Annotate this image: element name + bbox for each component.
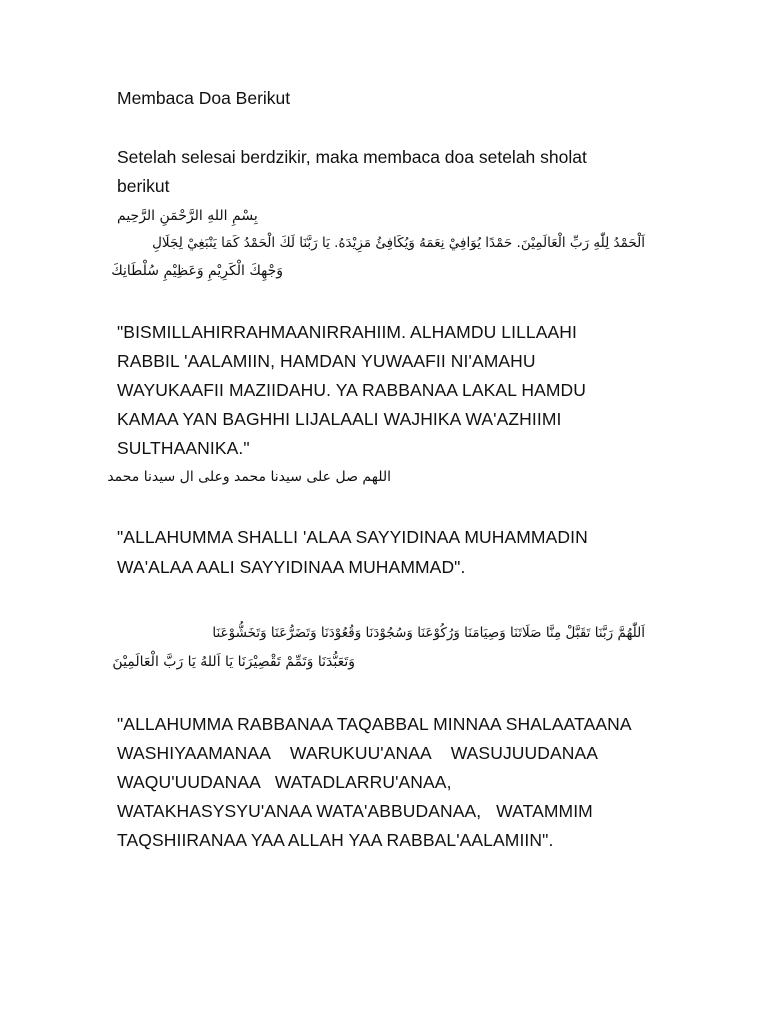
latin-2-line-2: WA'ALAA AALI SAYYIDINAA MUHAMMAD". xyxy=(117,557,466,577)
latin-1-line-3: WAYUKAAFII MAZIIDAHU. YA RABBANAA LAKAL HAMDU xyxy=(117,380,587,400)
latin-3-line-4: WATAKHASYSYU'ANAA WATA'ABBUDANAA, WATAMMIM xyxy=(117,801,593,821)
arabic-doa-line-1: اَللّٰهُمَّ رَبَّنَا تَقَبَّلْ مِنَّا صَلَاتَنَا وَصِيَامَنَا وَرُكُوْعَنَا وَسُجُوْدَنَا وَقُعُوْدَنَا وَتَضَرُّعَنَا وَتَخَشُّوْعَنَا xyxy=(212,625,645,641)
latin-3-line-5: TAQSHIIRANAA YAA ALLAH YAA RABBAL'AALAMIIN". xyxy=(117,830,554,850)
latin-2-line-1: "ALLAHUMMA SHALLI 'ALAA SAYYIDINAA MUHAMMADIN xyxy=(117,527,588,547)
latin-3-line-1: "ALLAHUMMA RABBANAA TAQABBAL MINNAA SHALAATAANA xyxy=(117,714,632,734)
arabic-doa-line-2: وَتَعَبُّدَنَا وَتَمِّمْ تَقْصِيْرَنَا يَا اَللهُ يَا رَبَّ الْعَالَمِيْنَ xyxy=(112,654,355,670)
arabic-shalawat: اللهم صل على سيدنا محمد وعلى ال سيدنا محمد xyxy=(107,469,391,485)
intro-line-1: Setelah selesai berdzikir, maka membaca doa setelah sholat xyxy=(117,147,587,167)
document-heading: Membaca Doa Berikut xyxy=(117,88,291,108)
intro-line-2: berikut xyxy=(117,176,170,196)
arabic-basmalah: بِسْمِ اللهِ الرَّحْمَنِ الرَّحِيم xyxy=(117,208,258,224)
latin-1-line-5: SULTHAANIKA." xyxy=(117,438,250,458)
latin-1-line-1: "BISMILLAHIRRAHMAANIRRAHIIM. ALHAMDU LILLAAHI xyxy=(117,322,577,342)
latin-1-line-4: KAMAA YAN BAGHHI LIJALAALI WAJHIKA WA'AZHIIMI xyxy=(117,409,562,429)
arabic-hamdalah-line-2: وَجْهِكَ الْكَرِيْمِ وَعَظِيْمِ سُلْطَانِكَ xyxy=(111,263,283,279)
latin-3-line-3: WAQU'UUDANAA WATADLARRU'ANAA, xyxy=(117,772,452,792)
latin-1-line-2: RABBIL 'AALAMIIN, HAMDAN YUWAAFII NI'AMAHU xyxy=(117,351,536,371)
latin-3-line-2: WASHIYAAMANAA WARUKUU'ANAA WASUJUUDANAA xyxy=(117,743,599,763)
arabic-hamdalah-line-1: اَلْحَمْدُ لِلّٰهِ رَبِّ الْعَالَمِيْنَ. حَمْدًا يُوَافِيْ نِعَمَهُ وَيُكَافِئُ مَزِيْدَهُ. يَا رَبَّنَا لَكَ الْحَمْدُ كَمَا يَنْبَغِيْ لِجَلَالِ xyxy=(152,235,645,251)
